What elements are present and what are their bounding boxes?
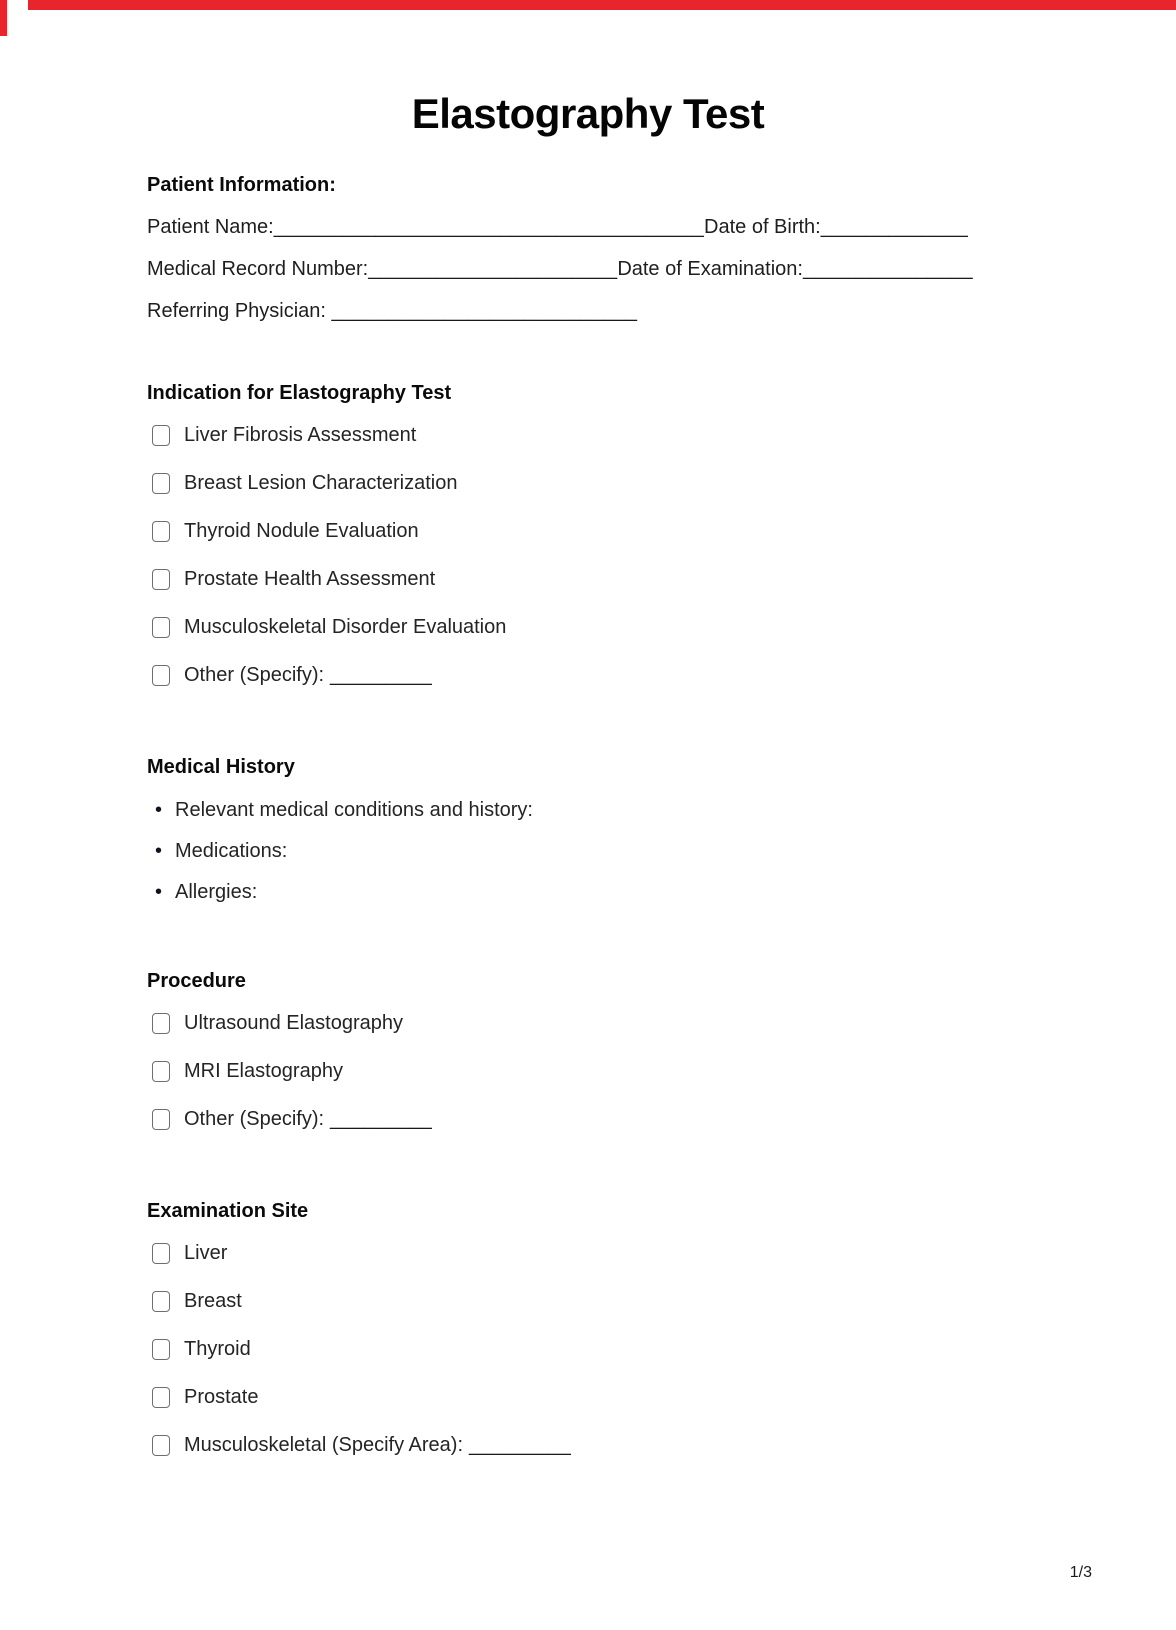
checkbox-item-liver-fibrosis [147,422,1116,448]
top-left-red-mark [0,0,7,36]
checkbox-label: Thyroid Nodule Evaluation [184,519,419,542]
procedure-heading: Procedure [147,970,246,992]
patient-name-blank[interactable]: ______________________________________ [273,216,705,238]
bullet-item-allergies [147,879,1116,905]
checkbox-icon[interactable] [152,1243,170,1264]
checkbox-label: Prostate Health Assessment [184,567,436,590]
date-of-birth-blank[interactable]: _____________ [820,216,968,238]
form-row-patient-name [147,214,1116,240]
checkbox-label: Musculoskeletal (Specify Area): [184,1433,464,1456]
checkbox-item-breast-lesion [147,470,1116,496]
checkbox-item-thyroid-nodule [147,518,1116,544]
checkbox-item-prostate-health [147,566,1116,592]
medical-history-section [147,754,1116,905]
checkbox-item-musculoskeletal-disorder [147,614,1116,640]
date-of-examination-label: Date of Examination: [617,258,803,280]
checkbox-icon[interactable] [152,1109,170,1130]
medical-history-heading: Medical History [147,756,295,778]
checkbox-icon[interactable] [152,1013,170,1034]
examination-site-heading: Examination Site [147,1200,309,1222]
bullet-label: Medications: [175,839,288,862]
checkbox-label: Liver [184,1241,228,1264]
checkbox-label: Breast Lesion Characterization [184,471,458,494]
checkbox-icon[interactable] [152,665,170,686]
checkbox-label: Prostate [184,1385,259,1408]
bullet-icon: • [155,880,163,903]
checkbox-item-mri-elastography [147,1058,1116,1084]
checkbox-label: Thyroid [184,1337,251,1360]
checkbox-item-breast [147,1288,1116,1314]
medical-record-number-blank[interactable]: ______________________ [368,258,618,280]
patient-name-label: Patient Name: [147,216,274,238]
checkbox-item-musculoskeletal-site [147,1432,1116,1458]
top-edge-red-strip [28,0,1176,10]
checkbox-icon[interactable] [152,425,170,446]
checkbox-label: Other (Specify): [184,663,325,686]
procedure-section [147,968,1116,1132]
checkbox-icon[interactable] [152,521,170,542]
checkbox-label: Breast [184,1289,242,1312]
referring-physician-label: Referring Physician: [147,300,332,322]
checkbox-label: MRI Elastography [184,1059,343,1082]
date-of-examination-blank[interactable]: _______________ [802,258,973,280]
checkbox-label: Liver Fibrosis Assessment [184,423,417,446]
specify-area-blank[interactable]: _________ [469,1433,571,1456]
patient-info-section [147,172,1116,324]
examination-site-section [147,1198,1116,1458]
bullet-item-medications [147,838,1116,864]
page-title: Elastography Test [411,90,765,137]
date-of-birth-label: Date of Birth: [704,216,821,238]
checkbox-icon[interactable] [152,1339,170,1360]
other-specify-blank[interactable]: _________ [330,1107,432,1130]
checkbox-label: Musculoskeletal Disorder Evaluation [184,615,507,638]
other-specify-blank[interactable]: _________ [330,663,432,686]
checkbox-icon[interactable] [152,1061,170,1082]
checkbox-icon[interactable] [152,1435,170,1456]
bullet-item-conditions [147,797,1116,823]
bullet-label: Relevant medical conditions and history: [175,798,533,821]
checkbox-label: Ultrasound Elastography [184,1011,404,1034]
checkbox-icon[interactable] [152,473,170,494]
medical-record-number-label: Medical Record Number: [147,258,369,280]
form-row-referring-physician [147,298,1116,324]
checkbox-item-other-indication [147,662,1116,688]
patient-info-heading: Patient Information: [147,174,336,196]
referring-physician-blank[interactable]: ___________________________ [331,300,638,322]
indication-section [147,380,1116,688]
checkbox-item-ultrasound-elastography [147,1010,1116,1036]
bullet-icon: • [155,839,163,862]
checkbox-icon[interactable] [152,1387,170,1408]
bullet-label: Allergies: [175,880,258,903]
checkbox-icon[interactable] [152,1291,170,1312]
form-row-medical-record [147,256,1116,282]
checkbox-item-thyroid [147,1336,1116,1362]
checkbox-item-other-procedure [147,1106,1116,1132]
page-number: 1/3 [1069,1564,1092,1581]
bullet-icon: • [155,798,163,821]
checkbox-item-liver [147,1240,1116,1266]
checkbox-icon[interactable] [152,617,170,638]
checkbox-label: Other (Specify): [184,1107,325,1130]
checkbox-item-prostate [147,1384,1116,1410]
indication-heading: Indication for Elastography Test [147,382,452,404]
checkbox-icon[interactable] [152,569,170,590]
